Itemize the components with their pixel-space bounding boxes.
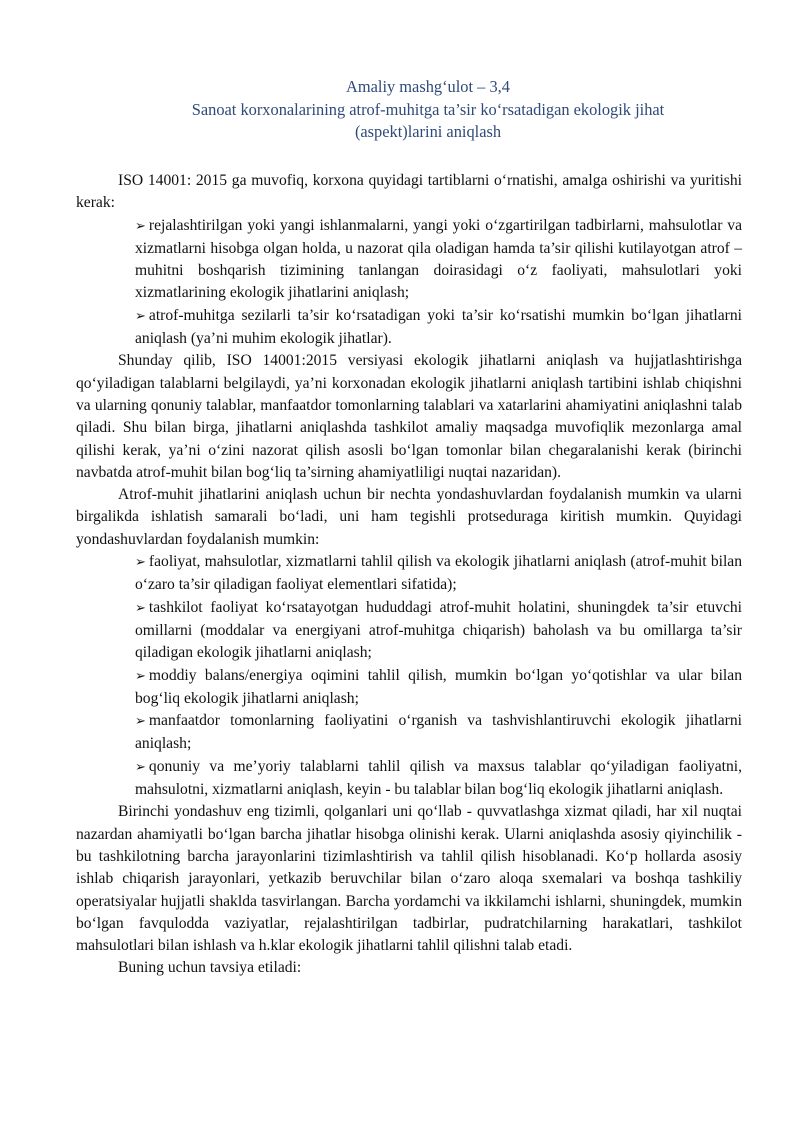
bullet-item bbox=[135, 215, 742, 305]
document-title bbox=[90, 76, 766, 144]
bullet-text: rejalashtirilgan yoki yangi ishlanmalarni, yangi yoki o‘zgartirilgan tadbirlarni, mahsulotlar va xizmatlarni hisobga olgan holda, u nazorat qila oladigan hamda ta’sir qilishi kutilayotgan atrof –muhitni boshqarish tizimining tanlangan doirasidagi o‘z faoliyati, mahsulotlari yoki xizmatlarining ekologik jihatlarini aniqlash; bbox=[135, 216, 742, 302]
bullet-item bbox=[135, 551, 742, 597]
title-line-1: Amaliy mashg‘ulot – 3,4 bbox=[346, 77, 510, 96]
bullet-item bbox=[135, 710, 742, 756]
paragraph-approaches: Atrof-muhit jihatlarini aniqlash uchun bir nechta yondashuvlardan foydalanish mumkin va ularni birgalikda ishlatish samarali bo‘ladi, uni ham tegishli protseduraga kiritish mumkin. Quyidagi yondashuvlardan foydalanish mumkin: bbox=[76, 486, 742, 548]
paragraph-first-approach: Birinchi yondashuv eng tizimli, qolganlari uni qo‘llab - quvvatlashga xizmat qiladi, har xil nuqtai nazardan ahamiyatli bo‘lgan barcha jihatlar hisobga olinishi kerak. Ularni aniqlashda asosiy qiyinchilik - bu tashkilotning barcha jarayonlarini tizimlashtirish va tahlil qilish hisoblanadi. Ko‘p hollarda asosiy ishlab chiqarish jarayonlari, yetkazib beruvchilar bilan o‘zaro aloqa sxemalari va boshqa tashkiliy operatsiyalar hujjatli shaklda tasvirlangan. Barcha yordamchi va ikkilamchi ishlarni, shuningdek, mumkin bo‘lgan favqulodda vaziyatlar, rejalashtirilgan tadbirlar, pudratchilarning harakatlari, tashkilot mahsulotlari bilan ishlash va h.klar ekologik jihatlarni tahlil qilishni talab etadi. bbox=[76, 803, 742, 955]
paragraph-recommendation: Buning uchun tavsiya etiladi: bbox=[118, 959, 302, 977]
arrow-bullet-icon: ➢ bbox=[135, 600, 146, 616]
bullet-text: faoliyat, mahsulotlar, xizmatlarni tahlil qilish va ekologik jihatlarni aniqlash (atrof-muhit bilan o‘zaro ta’sir qiladigan faoliyat elementlari sifatida); bbox=[135, 553, 742, 594]
bullet-item bbox=[135, 597, 742, 665]
arrow-bullet-icon: ➢ bbox=[135, 218, 146, 234]
arrow-bullet-icon: ➢ bbox=[135, 668, 146, 684]
arrow-bullet-icon: ➢ bbox=[135, 555, 146, 571]
document-body bbox=[76, 170, 742, 980]
arrow-bullet-icon: ➢ bbox=[135, 759, 146, 775]
arrow-bullet-icon: ➢ bbox=[135, 714, 146, 730]
paragraph-iso: Shunday qilib, ISO 14001:2015 versiyasi ekologik jihatlarni aniqlash va hujjatlashtirishga qo‘yiladigan talablarni belgilaydi, ya’ni korxonadan ekologik jihatlarni aniqlash tartibini ishlab chiqishni va ularning qonuniy talablar, manfaatdor tomonlarning talablari va xatarlarini ahamiyatini aniqlashni talab qiladi. Shu bilan birga, jihatlarni aniqlashda tashkilot amaliy maqsadga muvofiqlik mezonlarga amal qilishi kerak, ya’ni o‘zini nazorat qilish asosli bo‘lgan tomonlar bilan chegaralanishi kerak (birinchi navbatda atrof-muhit bilan bog‘liq ta’sirning ahamiyatliligi nuqtai nazaridan). bbox=[76, 352, 742, 481]
title-line-2: Sanoat korxonalarining atrof-muhitga ta’sir ko‘rsatadigan ekologik jihat bbox=[191, 99, 665, 119]
bullet-text: tashkilot faoliyat ko‘rsatayotgan hududdagi atrof-muhit holatini, shuningdek ta’sir etuvchi omillarni (moddalar va energiyani atrof-muhitga chiqarish) baholash va bu omillarga ta’sir qiladigan ekologik jihatlarni aniqlash; bbox=[135, 598, 742, 662]
arrow-bullet-icon: ➢ bbox=[135, 308, 146, 324]
paragraph-intro: ISO 14001: 2015 ga muvofiq, korxona quyidagi tartiblarni o‘rnatishi, amalga oshirishi va yuritishi kerak: bbox=[76, 172, 742, 212]
bullet-item bbox=[135, 665, 742, 711]
bullet-text: moddiy balans/energiya oqimini tahlil qilish, mumkin bo‘lgan yo‘qotishlar va ular bilan bog‘liq ekologik jihatlarni aniqlash; bbox=[135, 666, 742, 707]
bullet-item bbox=[135, 756, 742, 802]
bullet-item bbox=[135, 305, 742, 351]
bullet-text: atrof-muhitga sezilarli ta’sir ko‘rsatadigan yoki ta’sir ko‘rsatishi mumkin bo‘lgan jihatlarni aniqlash (ya’ni muhim ekologik jihatlar). bbox=[135, 306, 742, 348]
bullet-text: manfaatdor tomonlarning faoliyatini o‘rganish va tashvishlantiruvchi ekologik jihatlarni aniqlash; bbox=[135, 712, 742, 753]
bullet-text: qonuniy va me’yoriy talablarni tahlil qilish va maxsus talablar qo‘yiladigan faoliyatni, mahsulotni, xizmatlarni aniqlash, keyin - bu talablar bilan bog‘liq ekologik jihatlarni aniqlash. bbox=[135, 757, 742, 799]
title-line-3: (aspekt)larini aniqlash bbox=[354, 122, 502, 142]
